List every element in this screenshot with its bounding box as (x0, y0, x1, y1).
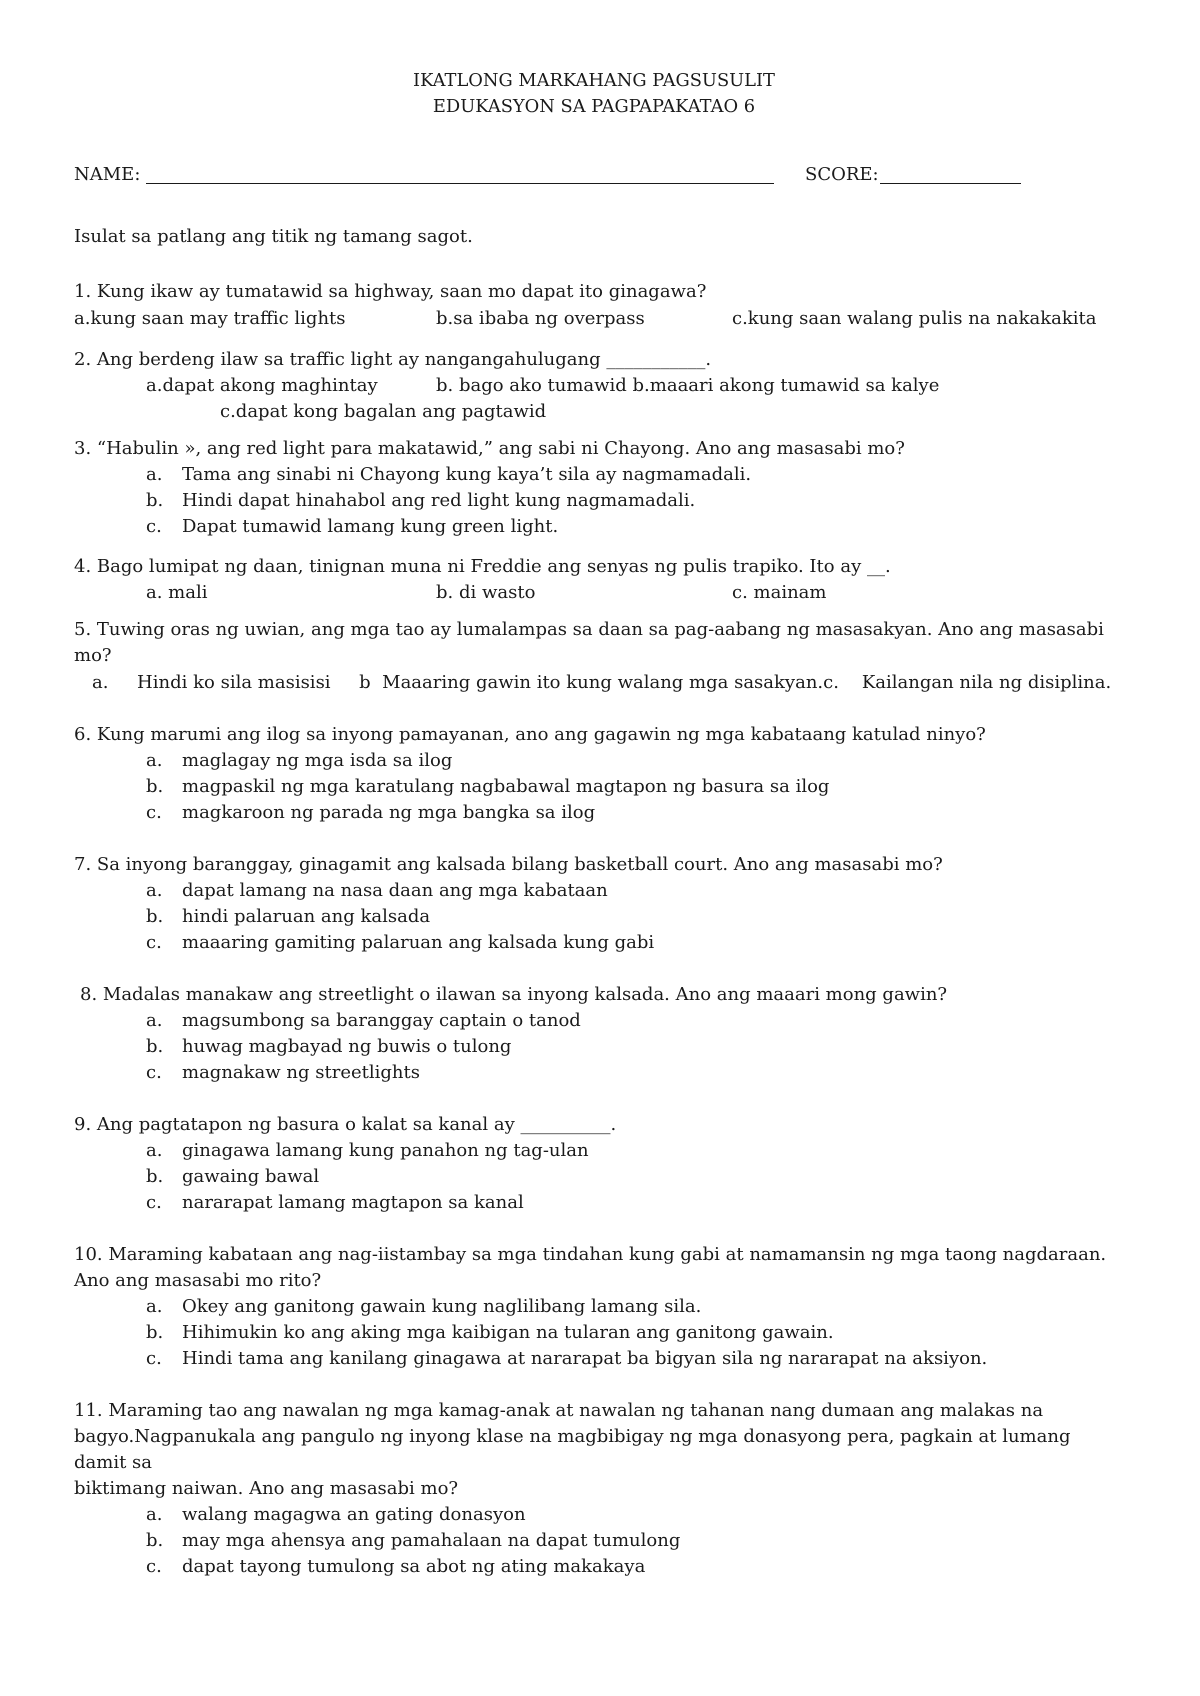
option-text: gawaing bawal (182, 1166, 320, 1187)
q2-option-c: c.dapat kong bagalan ang pagtawid (220, 401, 547, 422)
option-text: nararapat lamang magtapon sa kanal (182, 1192, 524, 1213)
option-marker: c. (146, 1556, 162, 1577)
option-marker: c. (146, 932, 162, 953)
question-5-cont: mo? (74, 645, 112, 666)
q11-option-a (146, 1503, 526, 1527)
q9-option-b (146, 1165, 319, 1189)
option-marker: c. (146, 802, 162, 823)
option-text: dapat tayong tumulong sa abot ng ating makakaya (182, 1556, 646, 1577)
question-11-cont: bagyo.Nagpanukala ang pangulo ng inyong klase na magbibigay ng mga donasyong pera, pagkain at lumang (74, 1426, 1071, 1447)
option-marker: a. (146, 464, 163, 485)
q9-option-c (146, 1191, 524, 1215)
question-1: 1. Kung ikaw ay tumatawid sa highway, saan mo dapat ito ginagawa? (74, 281, 707, 302)
option-marker: a. (146, 750, 163, 771)
q10-option-a (146, 1295, 701, 1319)
option-text: Tama ang sinabi ni Chayong kung kaya’t sila ay nagmamadali. (182, 464, 752, 485)
option-marker: a. (146, 1010, 163, 1031)
q9-option-a (146, 1139, 589, 1163)
q4-option-a: a. mali (146, 582, 208, 603)
q10-option-b (146, 1321, 834, 1345)
q8-option-b (146, 1035, 511, 1059)
option-text: magnakaw ng streetlights (182, 1062, 420, 1083)
option-marker: b. (146, 776, 164, 797)
option-marker: b. (146, 1166, 164, 1187)
option-text: Okey ang ganitong gawain kung naglilibang lamang sila. (182, 1296, 702, 1317)
option-text: ginagawa lamang kung panahon ng tag-ulan (182, 1140, 589, 1161)
q3-option-c (146, 515, 558, 539)
question-3: 3. “Habulin », ang red light para makatawid,” ang sabi ni Chayong. Ano ang masasabi mo? (74, 438, 905, 459)
q11-option-b (146, 1529, 680, 1553)
option-text: Hihimukin ko ang aking mga kaibigan na tularan ang ganitong gawain. (182, 1322, 834, 1343)
option-marker: a. (146, 880, 163, 901)
question-11-cont: damit sa (74, 1452, 153, 1473)
q5-options: a. Hindi ko sila masisisi b Maaaring gawin ito kung walang mga sasakyan.c. Kailangan nila ng disiplina. (92, 672, 1112, 693)
question-8: 8. Madalas manakaw ang streetlight o ilawan sa inyong kalsada. Ano ang maaari mong gawin? (80, 984, 948, 1005)
q8-option-a (146, 1009, 581, 1033)
instruction-text: Isulat sa patlang ang titik ng tamang sagot. (74, 226, 473, 247)
option-text: dapat lamang na nasa daan ang mga kabataan (182, 880, 608, 901)
q7-option-c (146, 931, 654, 955)
question-11: 11. Maraming tao ang nawalan ng mga kamag-anak at nawalan ng tahanan nang dumaan ang malakas na (74, 1400, 1044, 1421)
q3-option-b (146, 489, 695, 513)
q7-option-b (146, 905, 430, 929)
page-subtitle: EDUKASYON SA PAGPAPAKATAO 6 (432, 96, 756, 117)
q6-option-a (146, 749, 452, 773)
option-marker: c. (146, 1348, 162, 1369)
option-marker: a. (146, 1296, 163, 1317)
question-4: 4. Bago lumipat ng daan, tinignan muna ni Freddie ang senyas ng pulis trapiko. Ito ay __. (74, 556, 891, 577)
question-5: 5. Tuwing oras ng uwian, ang mga tao ay lumalampas sa daan sa pag-aabang ng masasakyan. Ano ang masasabi (74, 619, 1104, 640)
q11-option-c (146, 1555, 645, 1579)
q1-option-c: c.kung saan walang pulis na nakakakita (732, 308, 1097, 329)
score-label: SCORE: (805, 164, 879, 185)
option-text: walang magagwa an gating donasyon (182, 1504, 526, 1525)
q6-option-c (146, 801, 595, 825)
question-11-cont: biktimang naiwan. Ano ang masasabi mo? (74, 1478, 459, 1499)
option-text: magkaroon ng parada ng mga bangka sa ilog (182, 802, 596, 823)
question-10: 10. Maraming kabataan ang nag-iistambay sa mga tindahan kung gabi at namamansin ng mga taong nagdaraan. (74, 1244, 1107, 1265)
q3-option-a (146, 463, 751, 487)
question-10-cont: Ano ang masasabi mo rito? (74, 1270, 322, 1291)
option-text: maaaring gamiting palaruan ang kalsada kung gabi (182, 932, 655, 953)
q7-option-a (146, 879, 608, 903)
option-text: huwag magbayad ng buwis o tulong (182, 1036, 512, 1057)
q6-option-b (146, 775, 829, 799)
q8-option-c (146, 1061, 420, 1085)
option-marker: a. (146, 1504, 163, 1525)
option-marker: c. (146, 1062, 162, 1083)
option-marker: b. (146, 1322, 164, 1343)
option-marker: a. (146, 1140, 163, 1161)
q4-option-c: c. mainam (732, 582, 827, 603)
name-field[interactable] (146, 183, 774, 184)
q2-option-b: b. bago ako tumawid b.maaari akong tumawid sa kalye (436, 375, 940, 396)
question-2: 2. Ang berdeng ilaw sa traffic light ay nangangahulugang ___________. (74, 349, 712, 370)
option-text: magsumbong sa baranggay captain o tanod (182, 1010, 581, 1031)
question-9: 9. Ang pagtatapon ng basura o kalat sa kanal ay __________. (74, 1114, 617, 1135)
name-label: NAME: (74, 164, 141, 185)
question-7: 7. Sa inyong baranggay, ginagamit ang kalsada bilang basketball court. Ano ang masasabi mo? (74, 854, 943, 875)
q1-option-a: a.kung saan may traffic lights (74, 308, 346, 329)
score-field[interactable] (880, 183, 1021, 184)
option-text: Hindi tama ang kanilang ginagawa at nararapat ba bigyan sila ng nararapat na aksiyon. (182, 1348, 988, 1369)
q1-option-b: b.sa ibaba ng overpass (436, 308, 645, 329)
page-title: IKATLONG MARKAHANG PAGSUSULIT (413, 70, 775, 91)
option-text: maglagay ng mga isda sa ilog (182, 750, 453, 771)
option-marker: b. (146, 1036, 164, 1057)
option-marker: b. (146, 490, 164, 511)
option-marker: b. (146, 906, 164, 927)
option-text: magpaskil ng mga karatulang nagbabawal magtapon ng basura sa ilog (182, 776, 830, 797)
option-marker: c. (146, 516, 162, 537)
option-text: Hindi dapat hinahabol ang red light kung nagmamadali. (182, 490, 696, 511)
option-marker: c. (146, 1192, 162, 1213)
option-marker: b. (146, 1530, 164, 1551)
q2-option-a: a.dapat akong maghintay (146, 375, 378, 396)
q4-option-b: b. di wasto (436, 582, 536, 603)
option-text: hindi palaruan ang kalsada (182, 906, 431, 927)
option-text: Dapat tumawid lamang kung green light. (182, 516, 559, 537)
q10-option-c (146, 1347, 987, 1371)
option-text: may mga ahensya ang pamahalaan na dapat tumulong (182, 1530, 681, 1551)
question-6: 6. Kung marumi ang ilog sa inyong pamayanan, ano ang gagawin ng mga kabataang katulad ninyo? (74, 724, 986, 745)
